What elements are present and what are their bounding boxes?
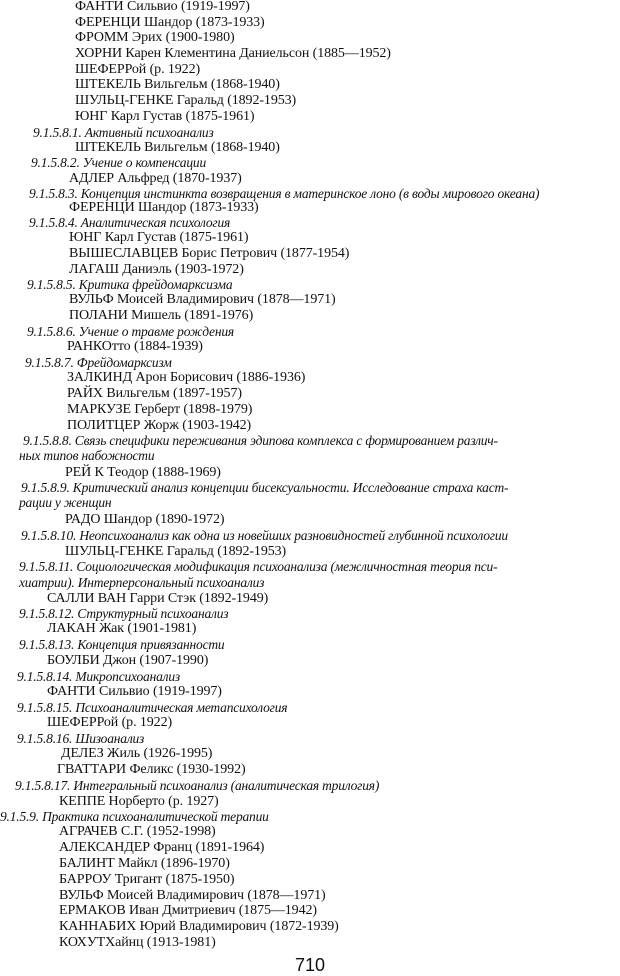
name-entry: АГРАЧЕВ С.Г. (1952-1998) <box>59 824 216 839</box>
name-entry: ВЫШЕСЛАВЦЕВ Борис Петрович (1877-1954) <box>69 246 350 261</box>
section-heading: 9.1.5.8.4. Аналитическая психология <box>29 215 231 230</box>
section-heading: 9.1.5.9. Практика психоаналитической терапии <box>0 809 269 824</box>
page-number: 710 <box>294 955 326 975</box>
name-entry: ДЕЛЕЗ Жиль (1926-1995) <box>61 746 213 761</box>
name-entry: ЮНГ Карл Густав (1875-1961) <box>69 230 249 245</box>
section-heading: 9.1.5.8.9. Критический анализ концепции бисексуальности. Исследование страха каст- <box>21 480 509 495</box>
name-entry: ФЕРЕНЦИ Шандор (1873-1933) <box>69 200 259 215</box>
name-entry: РАНКОтто (1884-1939) <box>67 339 203 354</box>
name-entry: ЛАГАШ Даниэль (1903-1972) <box>69 262 244 277</box>
name-entry: ШУЛЬЦ-ГЕНКЕ Гаральд (1892-1953) <box>75 93 297 108</box>
name-entry: ФАНТИ Сильвио (1919-1997) <box>47 684 222 699</box>
section-heading: хиатрии). Интерперсональный психоанализ <box>19 575 265 590</box>
section-heading: 9.1.5.8.13. Концепция привязанности <box>19 637 225 652</box>
name-entry: ФРОММ Эрих (1900-1980) <box>75 30 235 45</box>
section-heading: 9.1.5.8.16. Шизоанализ <box>17 731 145 746</box>
name-entry: КАННАБИХ Юрий Владимирович (1872-1939) <box>59 919 339 934</box>
section-heading: 9.1.5.8.12. Структурный психоанализ <box>19 606 229 621</box>
name-entry: БОУЛБИ Джон (1907-1990) <box>47 653 209 668</box>
name-entry: АЛЕКСАНДЕР Франц (1891-1964) <box>59 840 265 855</box>
name-entry: ФЕРЕНЦИ Шандор (1873-1933) <box>75 15 265 30</box>
name-entry: КЕППЕ Норберто (р. 1927) <box>59 794 219 809</box>
name-entry: КОХУТХайнц (1913-1981) <box>59 935 216 950</box>
section-heading: 9.1.5.8.6. Учение о травме рождения <box>27 324 234 339</box>
name-entry: ПОЛИТЦЕР Жорж (1903-1942) <box>67 418 252 433</box>
section-heading: ных типов набожности <box>19 448 155 463</box>
section-heading: 9.1.5.8.17. Интегральный психоанализ (аналитическая трилогия) <box>15 778 380 793</box>
name-entry: ГВАТТАРИ Феликс (1930-1992) <box>57 762 246 777</box>
name-entry: ХОРНИ Карен Клементина Даниельсон (1885—1952) <box>75 46 391 61</box>
section-heading: рации у женщин <box>19 495 112 510</box>
name-entry: ПОЛАНИ Мишель (1891-1976) <box>69 308 254 323</box>
name-entry: ШЕФЕРРой (р. 1922) <box>75 62 201 77</box>
section-heading: 9.1.5.8.7. Фрейдомарксизм <box>25 355 172 370</box>
name-entry: ШТЕКЕЛЬ Вильгельм (1868-1940) <box>75 140 280 155</box>
name-entry: АДЛЕР Альфред (1870-1937) <box>69 171 242 186</box>
name-entry: РЕЙ К Теодор (1888-1969) <box>65 465 221 480</box>
section-heading: 9.1.5.8.14. Микропсихоанализ <box>17 669 180 684</box>
section-heading: 9.1.5.8.8. Связь специфики переживания эдипова комплекса с формированием различ- <box>23 433 498 448</box>
name-entry: ВУЛЬФ Моисей Владимирович (1878—1971) <box>69 292 336 307</box>
name-entry: ЕРМАКОВ Иван Дмитриевич (1875—1942) <box>59 903 317 918</box>
section-heading: 9.1.5.8.10. Неопсихоанализ как одна из новейших разновидностей глубинной психологии <box>21 528 508 543</box>
name-entry: РАЙХ Вильгельм (1897-1957) <box>67 386 242 401</box>
section-heading: 9.1.5.8.2. Учение о компенсации <box>31 155 206 170</box>
name-entry: ЗАЛКИНД Арон Борисович (1886-1936) <box>67 370 306 385</box>
name-entry: МАРКУЗЕ Герберт (1898-1979) <box>67 402 253 417</box>
name-entry: БАЛИНТ Майкл (1896-1970) <box>59 856 230 871</box>
name-entry: ШТЕКЕЛЬ Вильгельм (1868-1940) <box>75 77 280 92</box>
name-entry: ВУЛЬФ Моисей Владимирович (1878—1971) <box>59 888 326 903</box>
name-entry: ШУЛЬЦ-ГЕНКЕ Гаральд (1892-1953) <box>65 544 287 559</box>
section-heading: 9.1.5.8.15. Психоаналитическая метапсихология <box>17 700 288 715</box>
section-heading: 9.1.5.8.1. Активный психоанализ <box>33 125 214 140</box>
name-entry: ЛАКАН Жак (1901-1981) <box>47 621 197 636</box>
section-heading: 9.1.5.8.11. Социологическая модификация психоанализа (межличностная теория пси- <box>19 559 498 574</box>
name-entry: РАДО Шандор (1890-1972) <box>65 512 225 527</box>
section-heading: 9.1.5.8.5. Критика фрейдомарксизма <box>27 277 233 292</box>
name-entry: ФАНТИ Сильвио (1919-1997) <box>75 0 250 14</box>
section-heading: 9.1.5.8.3. Концепция инстинкта возвращения в материнское лоно (в воды мирового океана) <box>29 186 540 201</box>
name-entry: БАРРОУ Тригант (1875-1950) <box>59 872 235 887</box>
name-entry: САЛЛИ ВАН Гарри Стэк (1892-1949) <box>47 591 269 606</box>
name-entry: ЮНГ Карл Густав (1875-1961) <box>75 109 255 124</box>
name-entry: ШЕФЕРРой (р. 1922) <box>47 715 173 730</box>
